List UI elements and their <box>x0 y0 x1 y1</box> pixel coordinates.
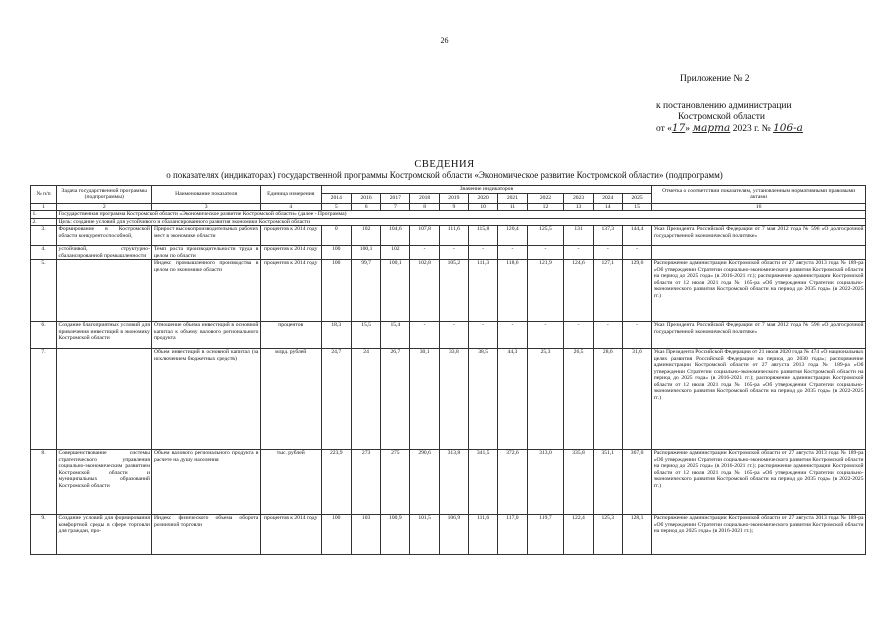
decree-line-2: Костромской области <box>678 112 765 122</box>
unit-cell: процентов к 2014 году <box>260 515 321 555</box>
column-number: 16 <box>652 203 866 211</box>
column-number: 12 <box>527 203 564 211</box>
value-cell: - <box>593 322 622 349</box>
section-text: Государственная программа Костромской области «Экономическое развитие Костромской области» (далее - Программа) <box>57 211 866 219</box>
value-cell: - <box>469 246 498 260</box>
column-number: 2 <box>57 203 152 211</box>
value-cell: 121,9 <box>527 260 564 322</box>
value-cell: 223,9 <box>321 450 351 515</box>
row-number: 6. <box>31 322 57 349</box>
value-cell: - <box>439 322 468 349</box>
decree-line-1: к постановлению администрации <box>656 101 792 111</box>
value-cell: 125,5 <box>527 226 564 246</box>
value-cell: - <box>410 246 439 260</box>
value-cell: 144,4 <box>622 226 651 246</box>
section-text: Цель: создание условий для устойчивого и сбалансированного развития экономики Костромской области <box>57 218 866 226</box>
task-cell <box>57 349 152 450</box>
value-cell: 102,8 <box>410 260 439 322</box>
decree-date-day: 17 <box>671 122 686 134</box>
column-number: 14 <box>593 203 622 211</box>
value-cell: 24 <box>351 349 380 450</box>
value-cell: 30,1 <box>410 349 439 450</box>
value-cell: 33,8 <box>439 349 468 450</box>
unit-cell: млрд. рублей <box>260 349 321 450</box>
appendix-label: Приложение № 2 <box>680 74 750 84</box>
value-cell: 119,7 <box>527 515 564 555</box>
page-number: 26 <box>440 36 449 45</box>
value-cell: 26,7 <box>381 349 410 450</box>
year-header: 2016 <box>351 193 380 203</box>
value-cell: 100 <box>321 260 351 322</box>
decree-number: 106-а <box>773 122 803 134</box>
table-row <box>31 260 866 322</box>
unit-cell: процентов к 2014 году <box>260 226 321 246</box>
decree-reference <box>656 101 803 135</box>
decree-date-line <box>656 123 803 135</box>
value-cell: - <box>527 246 564 260</box>
value-cell: 124,6 <box>564 260 593 322</box>
task-cell: Совершенствование системы стратегического управления социально-экономическим развитием Костромской области и муниципальных образований Костромской области <box>57 450 152 515</box>
year-header: 2020 <box>469 193 498 203</box>
unit-cell: процентов <box>260 322 321 349</box>
header-num: № п/п <box>31 186 57 204</box>
indicator-cell: Объем валового регионального продукта в расчете на душу населения <box>152 450 260 515</box>
unit-cell: процентов к 2014 году <box>260 246 321 260</box>
year-header: 2025 <box>622 193 651 203</box>
column-number: 1 <box>31 203 57 211</box>
decree-date-month: марта <box>692 122 731 134</box>
note-cell: Распоряжение администрации Костромской области от 27 августа 2013 года № 189-ра «Об утверждении Стратегии социально-экономического развития Костромской области на период до 2025 года» (в 2016-2021 гг.); распоряжение администрации Костромской области от 12 июля 2021 года № 165-ра «Об утверждении Стратегии социально-экономического развития Костромской области на период до 2035 года» (в 2022-2025 гг.) <box>652 450 866 515</box>
value-cell: 105,2 <box>439 260 468 322</box>
column-number: 11 <box>498 203 527 211</box>
value-cell: 351,1 <box>593 450 622 515</box>
value-cell: 100 <box>321 246 351 260</box>
value-cell: - <box>498 246 527 260</box>
task-cell <box>57 260 152 322</box>
indicator-cell: Объем инвестиций в основной капитал (за исключением бюджетных средств) <box>152 349 260 450</box>
value-cell: - <box>622 246 651 260</box>
task-cell: Создание условий для формирования комфортной среды в сфере торговли для граждан, про- <box>57 515 152 555</box>
table-row <box>31 322 866 349</box>
row-number: 3. <box>31 226 57 246</box>
value-cell: 313,8 <box>439 450 468 515</box>
value-cell: - <box>564 322 593 349</box>
document-subtitle: о показателях (индикаторах) государственной программы Костромской области «Экономическое развитие Костромской области» (подпрограмм) <box>166 170 723 180</box>
value-cell: 275 <box>381 450 410 515</box>
row-number: 4. <box>31 246 57 260</box>
value-cell: 104,6 <box>381 226 410 246</box>
value-cell: 15,4 <box>381 322 410 349</box>
section-row <box>31 218 866 226</box>
header-unit: Единица измерения <box>260 186 321 204</box>
value-cell: 15,5 <box>351 322 380 349</box>
value-cell: - <box>527 322 564 349</box>
row-number: 9. <box>31 515 57 555</box>
note-cell: Распоряжение администрации Костромской области от 27 августа 2013 года № 189-ра «Об утверждении Стратегии социально-экономического развития Костромской области на период до 2025 года» (в 2016-2021 гг.); распоряжение администрации Костромской области от 12 июля 2021 года № 165-ра «Об утверждении Стратегии социально-экономического развития Костромской области на период до 2035 года» (в 2022-2025 гг.) <box>652 260 866 322</box>
value-cell: 372,6 <box>498 450 527 515</box>
value-cell: 101,5 <box>410 515 439 555</box>
column-number: 6 <box>351 203 380 211</box>
year-header: 2018 <box>410 193 439 203</box>
value-cell: 273 <box>351 450 380 515</box>
value-cell: 117,0 <box>498 515 527 555</box>
value-cell: 120,4 <box>498 226 527 246</box>
note-cell: Указ Президента Российской Федерации от 7 мая 2012 года № 596 «О долгосрочной государственной экономической политике» <box>652 226 866 246</box>
value-cell: 128,1 <box>622 515 651 555</box>
row-number: 8. <box>31 450 57 515</box>
value-cell: 100,1 <box>351 246 380 260</box>
indicator-cell: Темп роста производительности труда в целом по области <box>153 246 259 259</box>
header-indicator: Наименование показателя <box>152 186 260 204</box>
column-number: 10 <box>469 203 498 211</box>
column-number: 9 <box>439 203 468 211</box>
year-header: 2017 <box>381 193 410 203</box>
value-cell: 127,1 <box>593 260 622 322</box>
table-row <box>31 226 866 246</box>
value-cell: 100,9 <box>381 515 410 555</box>
value-cell: 313,0 <box>527 450 564 515</box>
value-cell: - <box>469 322 498 349</box>
value-cell: 367,0 <box>622 450 651 515</box>
indicators-table <box>30 185 866 555</box>
value-cell: 115,8 <box>469 226 498 246</box>
indicator-cell: Отношение объема инвестиций в основной капитал к объему валового регионального продукта <box>152 322 260 349</box>
decree-date-suffix: 2023 г. № <box>730 124 774 134</box>
header-values: Значение индикаторов <box>321 186 652 194</box>
value-cell: 122,4 <box>564 515 593 555</box>
task-cell: Формирование в Костромской области конкурентоспособной, <box>57 226 152 246</box>
year-header: 2021 <box>498 193 527 203</box>
value-cell: 31,6 <box>622 349 651 450</box>
value-cell: 111,6 <box>439 226 468 246</box>
column-number: 8 <box>410 203 439 211</box>
value-cell: 44,3 <box>498 349 527 450</box>
value-cell: 100,1 <box>381 260 410 322</box>
row-number: 5. <box>31 260 57 322</box>
value-cell: 99,7 <box>351 260 380 322</box>
value-cell: 38,5 <box>469 349 498 450</box>
decree-date-prefix: от « <box>656 124 672 134</box>
value-cell: 111,3 <box>469 260 498 322</box>
value-cell: - <box>622 322 651 349</box>
note-cell: Указ Президента Российской Федерации от 21 июля 2020 года № 474 «О национальных целях развития Российской Федерации на период до 2030 года»; распоряжение администрации Костромской области от 27 августа 2013 года № 189-ра «Об утверждении Стратегии социально-экономического развития Костромской области на период до 2025 года» (в 2016-2021 гг.); распоряжение администрации Костромской области от 12 июля 2021 года № 165-ра «Об утверждении Стратегии социально-экономического развития Костромской области на период до 2035 года» (в 2022-2025 гг.) <box>652 349 866 450</box>
note-cell: Распоряжение администрации Костромской области от 27 августа 2013 года № 189-ра «Об утверждении Стратегии социально-экономического развития Костромской области на период до 2025 года» (в 2016-2021 гг.); <box>652 515 866 555</box>
column-number: 7 <box>381 203 410 211</box>
column-number: 5 <box>321 203 351 211</box>
year-header: 2022 <box>527 193 564 203</box>
value-cell: 102 <box>381 246 410 260</box>
note-cell: Указ Президента Российской Федерации от 7 мая 2012 года № 596 «О долгосрочной государственной экономической политике» <box>652 322 866 349</box>
value-cell: 103 <box>351 515 380 555</box>
value-cell: 290,6 <box>410 450 439 515</box>
table-row <box>31 246 866 260</box>
year-header: 2023 <box>564 193 593 203</box>
value-cell: 341,5 <box>469 450 498 515</box>
value-cell: 137,3 <box>593 226 622 246</box>
column-number: 4 <box>260 203 321 211</box>
document-title: СВЕДЕНИЯ <box>414 159 475 170</box>
column-number: 3 <box>152 203 260 211</box>
value-cell: 25,3 <box>527 349 564 450</box>
table-row <box>31 450 866 515</box>
value-cell: 102 <box>351 226 380 246</box>
value-cell: 26,5 <box>564 349 593 450</box>
task-cell: Создание благоприятных условий для привлечения инвестиций в экономику Костромской области <box>57 322 152 349</box>
row-number: 2. <box>31 218 57 226</box>
year-header: 2019 <box>439 193 468 203</box>
value-cell: 131 <box>564 226 593 246</box>
value-cell: 100 <box>321 515 351 555</box>
table-row <box>31 349 866 450</box>
column-number: 15 <box>622 203 651 211</box>
decree-date-mid: » <box>685 124 693 134</box>
indicator-cell: Индекс промышленного производства в целом по экономике области <box>152 260 260 322</box>
task-cell: устойчивой, структурно-сбалансированной промышленности <box>58 246 150 259</box>
value-cell: 111,6 <box>469 515 498 555</box>
value-cell: 335,8 <box>564 450 593 515</box>
column-number: 13 <box>564 203 593 211</box>
value-cell: 125,3 <box>593 515 622 555</box>
unit-cell: процентов к 2014 году <box>260 260 321 322</box>
indicator-cell: Прирост высокопроизводительных рабочих мест в экономике области <box>152 226 260 246</box>
value-cell: - <box>439 246 468 260</box>
value-cell: - <box>410 322 439 349</box>
value-cell: - <box>564 246 593 260</box>
row-number: 7. <box>31 349 57 450</box>
indicator-cell: Индекс физического объема оборота розничной торговли <box>152 515 260 555</box>
value-cell: 24,7 <box>321 349 351 450</box>
year-header: 2024 <box>593 193 622 203</box>
value-cell: 106,9 <box>439 515 468 555</box>
header-task: Задача государственной программы (подпрограммы) <box>57 186 152 204</box>
value-cell: 129,6 <box>622 260 651 322</box>
row-number: 1. <box>31 211 57 219</box>
year-header: 2014 <box>321 193 351 203</box>
value-cell: 118,6 <box>498 260 527 322</box>
value-cell: 107,8 <box>410 226 439 246</box>
value-cell: - <box>593 246 622 260</box>
value-cell: 0 <box>321 226 351 246</box>
unit-cell: тыс. рублей <box>260 450 321 515</box>
value-cell: 18,3 <box>321 322 351 349</box>
section-row <box>31 211 866 219</box>
note-cell <box>652 246 866 260</box>
value-cell: 28,6 <box>593 349 622 450</box>
header-note: Отметка о соответствии показателям, установленным нормативными правовыми актами <box>652 186 866 204</box>
value-cell: - <box>498 322 527 349</box>
table-row <box>31 515 866 555</box>
